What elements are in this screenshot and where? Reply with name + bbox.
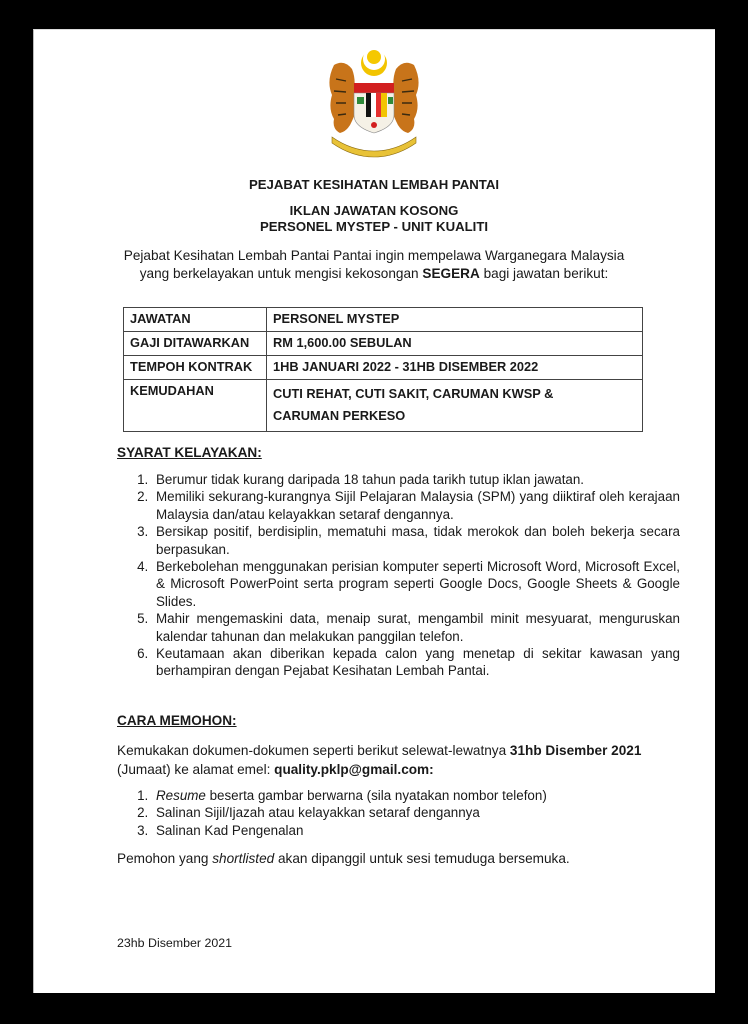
email-address[interactable]: quality.pklp@gmail.com: bbox=[274, 762, 434, 777]
intro-line-2 bbox=[0, 265, 748, 283]
requirements-heading: SYARAT KELAYAKAN: bbox=[117, 445, 262, 460]
document-date: 23hb Disember 2021 bbox=[117, 936, 233, 950]
row-label: GAJI DITAWARKAN bbox=[124, 332, 267, 356]
application-instruction bbox=[117, 741, 647, 779]
list-item: 6. Keutamaan akan diberikan kepada calon yang menetap di sekitar kawasan yang berhampiran dengan Pejabat Kesihatan Lembah Pantai. bbox=[152, 645, 680, 680]
requirements-list bbox=[116, 471, 680, 680]
intro-text: yang berkelayakan untuk mengisi kekosongan bbox=[139, 266, 423, 281]
document-text: Salinan Sijil/Ijazah atau kelayakkan setaraf dengannya bbox=[156, 805, 480, 821]
row-label: TEMPOH KONTRAK bbox=[124, 356, 267, 380]
document-text: beserta gambar berwarna (sila nyatakan nombor telefon) bbox=[205, 788, 547, 803]
row-label: KEMUDAHAN bbox=[124, 380, 267, 432]
resume-term: Resume bbox=[156, 788, 206, 803]
document-text: Salinan Kad Pengenalan bbox=[156, 822, 304, 838]
row-value: RM 1,600.00 SEBULAN bbox=[267, 332, 643, 356]
deadline-date: 31hb Disember 2021 bbox=[509, 743, 642, 758]
table-row bbox=[124, 356, 643, 380]
list-item: 5. Mahir mengemaskini data, menaip surat, mengambil minit mesyuarat, menguruskan kalendar tahunan dan melakukan panggilan telefon. bbox=[152, 610, 680, 645]
table-row bbox=[124, 332, 643, 356]
table-row bbox=[124, 308, 643, 332]
closing-text: akan dipanggil untuk sesi temuduga bersemuka. bbox=[274, 851, 570, 866]
row-value: CUTI REHAT, CUTI SAKIT, CARUMAN KWSP & CARUMAN PERKESO bbox=[267, 380, 643, 432]
organization-name: PEJABAT KESIHATAN LEMBAH PANTAI bbox=[248, 177, 500, 192]
intro-text: bagi jawatan berikut: bbox=[479, 266, 609, 281]
list-item bbox=[152, 787, 680, 804]
coat-of-arms-icon bbox=[320, 45, 428, 161]
list-item bbox=[152, 804, 680, 821]
instruction-text: Kemukakan dokumen-dokumen seperti berikut selewat-lewatnya bbox=[117, 743, 510, 758]
table-row bbox=[124, 380, 643, 432]
list-item: 3. Bersikap positif, berdisiplin, mematuhi masa, tidak merokok dan boleh bekerja secara berpasukan. bbox=[152, 523, 680, 558]
advert-title: IKLAN JAWATAN KOSONG bbox=[289, 203, 459, 218]
list-item: 1. Berumur tidak kurang daripada 18 tahun pada tarikh tutup iklan jawatan. bbox=[152, 471, 680, 488]
list-item bbox=[152, 822, 680, 839]
row-label: JAWATAN bbox=[124, 308, 267, 332]
row-value: 1HB JANUARI 2022 - 31HB DISEMBER 2022 bbox=[267, 356, 643, 380]
position-title: PERSONEL MYSTEP - UNIT KUALITI bbox=[259, 219, 489, 234]
shortlisted-term: shortlisted bbox=[212, 851, 275, 866]
closing-text: Pemohon yang bbox=[117, 851, 213, 866]
documents-list bbox=[116, 787, 680, 839]
instruction-text: (Jumaat) ke alamat emel: bbox=[117, 762, 275, 777]
urgent-label: SEGERA bbox=[422, 266, 480, 281]
closing-note bbox=[117, 849, 647, 868]
job-info-table bbox=[123, 307, 643, 432]
row-value: PERSONEL MYSTEP bbox=[267, 308, 643, 332]
application-heading: CARA MEMOHON: bbox=[117, 713, 237, 728]
list-item: 4. Berkebolehan menggunakan perisian komputer seperti Microsoft Word, Microsoft Excel, & Microsoft PowerPoint serta program seperti Google Docs, Google Sheets & Google Slides. bbox=[152, 558, 680, 610]
list-item: 2. Memiliki sekurang-kurangnya Sijil Pelajaran Malaysia (SPM) yang diiktiraf oleh kerajaan Malaysia dan/atau kelayakkan setaraf dengannya. bbox=[152, 488, 680, 523]
intro-line-1: Pejabat Kesihatan Lembah Pantai Pantai ingin mempelawa Warganegara Malaysia bbox=[123, 248, 625, 263]
